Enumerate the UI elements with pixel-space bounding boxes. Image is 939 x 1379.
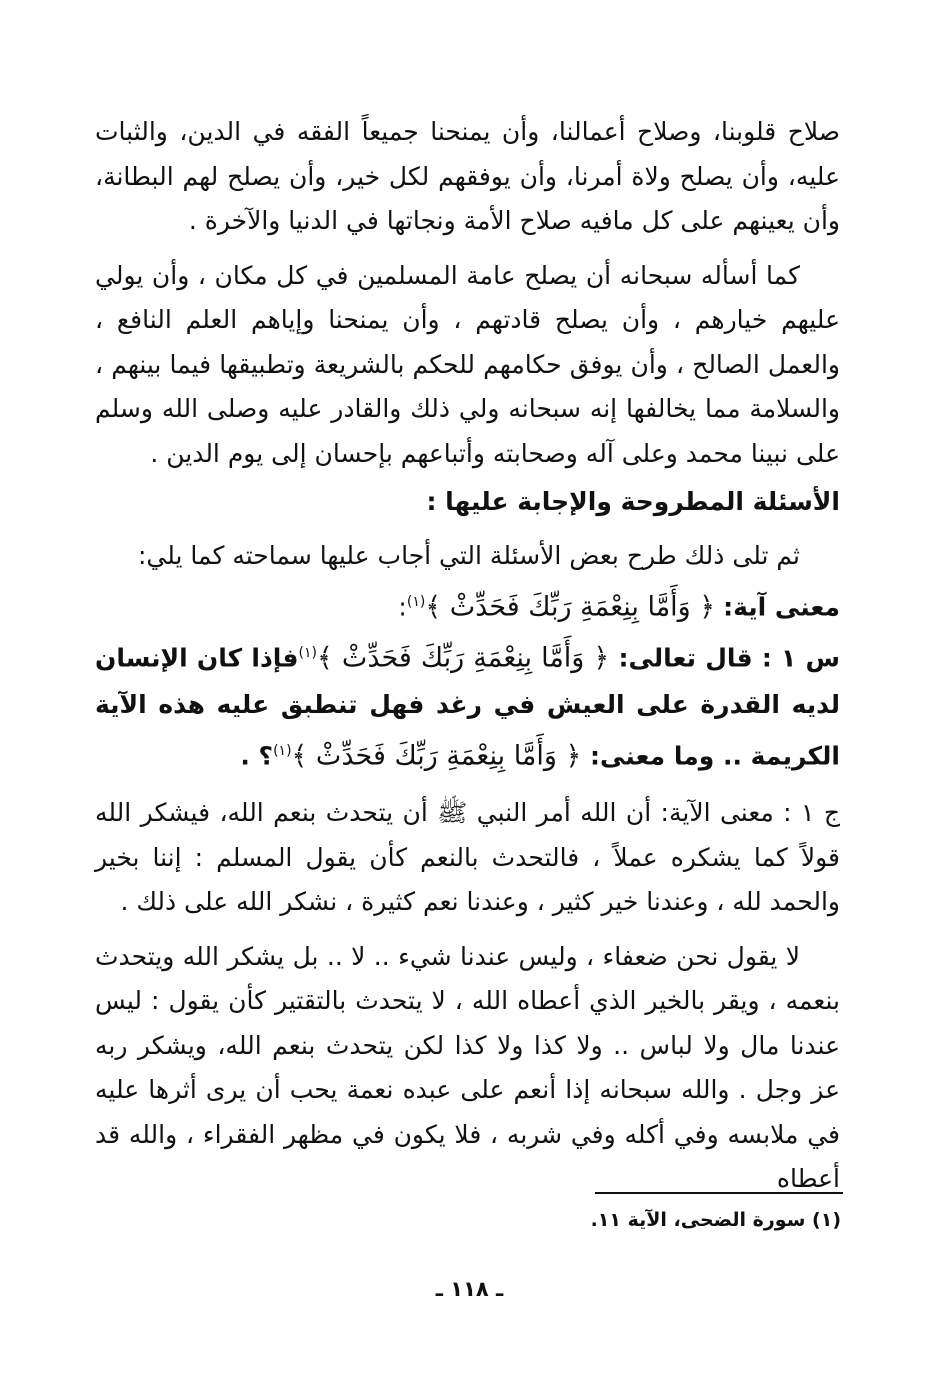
paragraph-opening: صلاح قلوبنا، وصلاح أعمالنا، وأن يمنحنا جميعاً الفقه في الدين، والثبات عليه، وأن يصلح ولاة أمرنا، وأن يوفقهم لكل خير، وأن يصلح لهم البطانة، وأن يعينهم على كل مافيه صلاح الأمة ونجاتها في الدنيا والآخرة . xyxy=(95,117,840,235)
question-end: ؟ . xyxy=(240,741,274,771)
section-heading: الأسئلة المطروحة والإجابة عليها : xyxy=(426,487,840,516)
page-number: ـ ١١٨ ـ xyxy=(435,1277,504,1301)
quran-verse: ﴿ وَأَمَّا بِنِعْمَةِ رَبِّكَ فَحَدِّثْ ﴾ xyxy=(425,590,716,622)
quran-verse: ﴿ وَأَمَّا بِنِعْمَةِ رَبِّكَ فَحَدِّثْ ﴾ xyxy=(317,642,610,674)
answer-paragraph-2: لا يقول نحن ضعفاء ، وليس عندنا شيء .. لا .. بل يشكر الله ويتحدث بنعمه ، ويقر بالخير الذي أعطاه الله ، لا يتحدث بالتقتير كأن يقول : ليس عندنا مال ولا لباس .. ولا كذا ولا كذا لكن يتحدث بنعم الله، ويشكر ربه عز وجل . والله سبحانه إذا أنعم على عبده نعمة يحب أن يرى أثرها عليه في ملابسه وفي أكله وفي شربه ، فلا يكون في مظهر الفقراء ، والله قد أعطاه xyxy=(95,941,840,1194)
question-label: س ١ : قال تعالى: xyxy=(618,643,841,673)
footnote: (١) سورة الضحى، الآية ١١. xyxy=(590,1209,841,1231)
page-body xyxy=(95,110,840,1202)
paragraph-supplication: كما أسأله سبحانه أن يصلح عامة المسلمين في كل مكان ، وأن يولي عليهم خيارهم ، وأن يصلح قادتهم ، وأن يمنحنا وإياهم العلم النافع ، والعمل الصالح ، وأن يوفق حكامهم للحكم بالشريعة وتطبيقها فيما بينهم ، والسلامة مما يخالفها إنه سبحانه ولي ذلك والقادر عليه وصلى الله وسلم على نبينا محمد وعلى آله وصحابته وأتباعهم بإحسان إلى يوم الدين . xyxy=(95,260,840,468)
verse-title-label: معنى آية: xyxy=(723,591,840,621)
footnote-divider xyxy=(595,1192,843,1194)
verse-title-end: : xyxy=(398,591,407,621)
footnote-ref: (١) xyxy=(298,644,318,661)
question-text: فإذا كان الإنسان لديه القدرة على العيش في رغد فهل تنطبق عليه هذه الآية الكريمة .. وما معنى: xyxy=(95,643,840,771)
quran-verse: ﴿ وَأَمَّا بِنِعْمَةِ رَبِّكَ فَحَدِّثْ ﴾ xyxy=(291,740,582,772)
footnote-ref: (١) xyxy=(406,593,426,610)
footnote-ref: (١) xyxy=(273,743,292,760)
verse-title xyxy=(95,579,840,630)
intro-line: ثم تلى ذلك طرح بعض الأسئلة التي أجاب عليها سماحته كما يلي: xyxy=(137,541,800,570)
question-1 xyxy=(95,630,840,780)
answer-paragraph-1: ج ١ : معنى الآية: أن الله أمر النبي ﷺ أن يتحدث بنعم الله، فيشكر الله قولاً كما يشكره عملاً ، فالتحدث بالنعم كأن يقول المسلم : إننا بخير والحمد لله ، وعندنا خير كثير ، وعندنا نعم كثيرة ، نشكر الله على ذلك . xyxy=(95,798,840,917)
